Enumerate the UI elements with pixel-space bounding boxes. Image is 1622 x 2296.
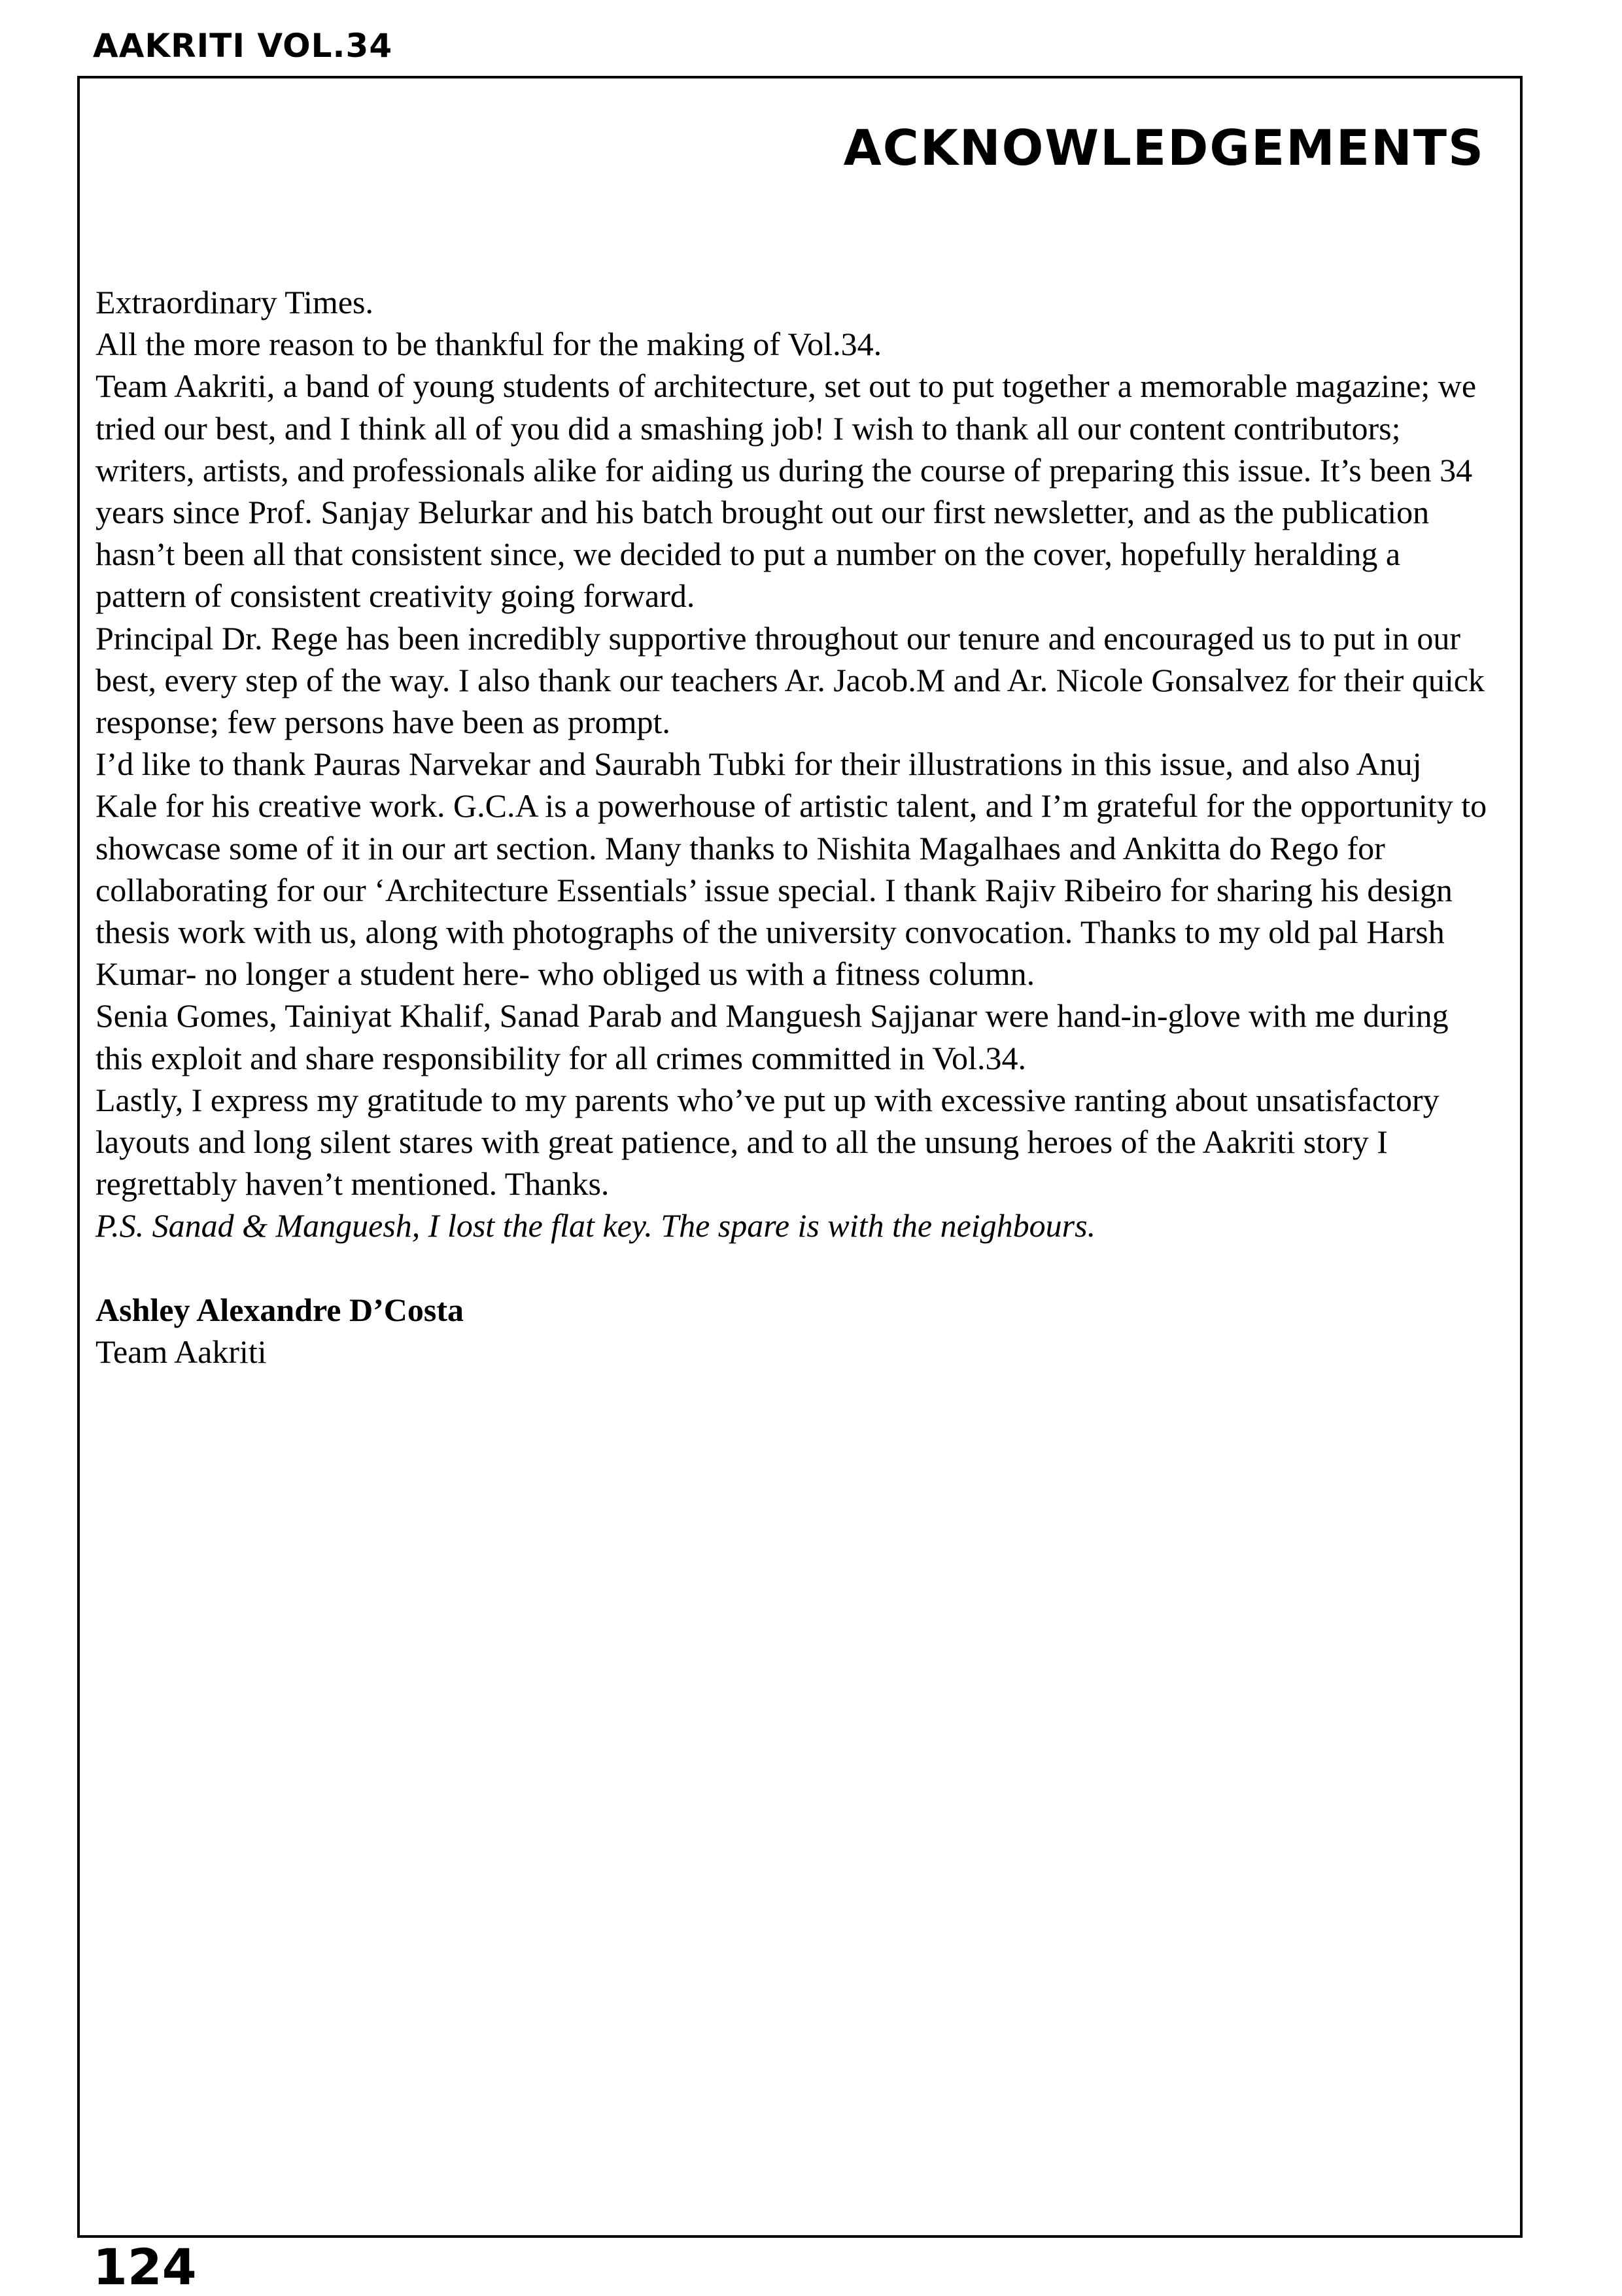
acknowledgements-body — [95, 281, 1489, 1373]
paragraph-team-members: Senia Gomes, Tainiyat Khalif, Sanad Parab and Manguesh Sajjanar were hand-in-glove with me during this exploit and share responsibility for all crimes committed in Vol.34. — [95, 997, 1449, 1076]
paragraph-principal: Principal Dr. Rege has been incredibly supportive throughout our tenure and encouraged us to put in our best, every step of the way. I also thank our teachers Ar. Jacob.M and Ar. Nicole Gonsalvez for their quick response; few persons have been as prompt. — [95, 619, 1485, 741]
paragraph-thankful: All the more reason to be thankful for the making of Vol.34. — [95, 326, 882, 363]
paragraph-gratitude: Lastly, I express my gratitude to my parents who’ve put up with excessive ranting about unsatisfactory layouts and long silent stares with great patience, and to all the unsung heroes of the Aakriti story I regrettably haven’t mentioned. Thanks. — [95, 1081, 1440, 1203]
postscript: P.S. Sanad & Manguesh, I lost the flat key. The spare is with the neighbours. — [95, 1207, 1096, 1244]
paragraph-contributors: I’d like to thank Pauras Narvekar and Saurabh Tubki for their illustrations in this issue, and also Anuj Kale for his creative work. G.C.A is a powerhouse of artistic talent, and I’m grateful for the opportunity to showcase some of it in our art section. Many thanks to Nishita Magalhaes and Ankitta do Rego for collaborating for our ‘Architecture Essentials’ issue special. I thank Rajiv Ribeiro for sharing his design thesis work with us, along with photographs of the university convocation. Thanks to my old pal Harsh Kumar- no longer a student here- who obliged us with a fitness column. — [95, 745, 1487, 993]
paragraph-team: Team Aakriti, a band of young students of architecture, set out to put together a memorable magazine; we tried our best, and I think all of you did a smashing job! I wish to thank all our content contributors; writers, artists, and professionals alike for aiding us during the course of preparing this issue. It’s been 34 years since Prof. Sanjay Belurkar and his batch brought out our first newsletter, and as the publication hasn’t been all that consistent since, we decided to put a number on the cover, hopefully heralding a pattern of consistent creativity going forward. — [95, 368, 1477, 615]
signature-name: Ashley Alexandre D’Costa — [95, 1291, 464, 1328]
page-title: ACKNOWLEDGEMENTS — [843, 119, 1485, 177]
paragraph-opening: Extraordinary Times. — [95, 284, 373, 320]
running-header: AAKRITI VOL.34 — [93, 27, 393, 65]
page-number: 124 — [93, 2238, 197, 2296]
page-frame — [77, 76, 1523, 2238]
signature-team: Team Aakriti — [95, 1333, 267, 1370]
